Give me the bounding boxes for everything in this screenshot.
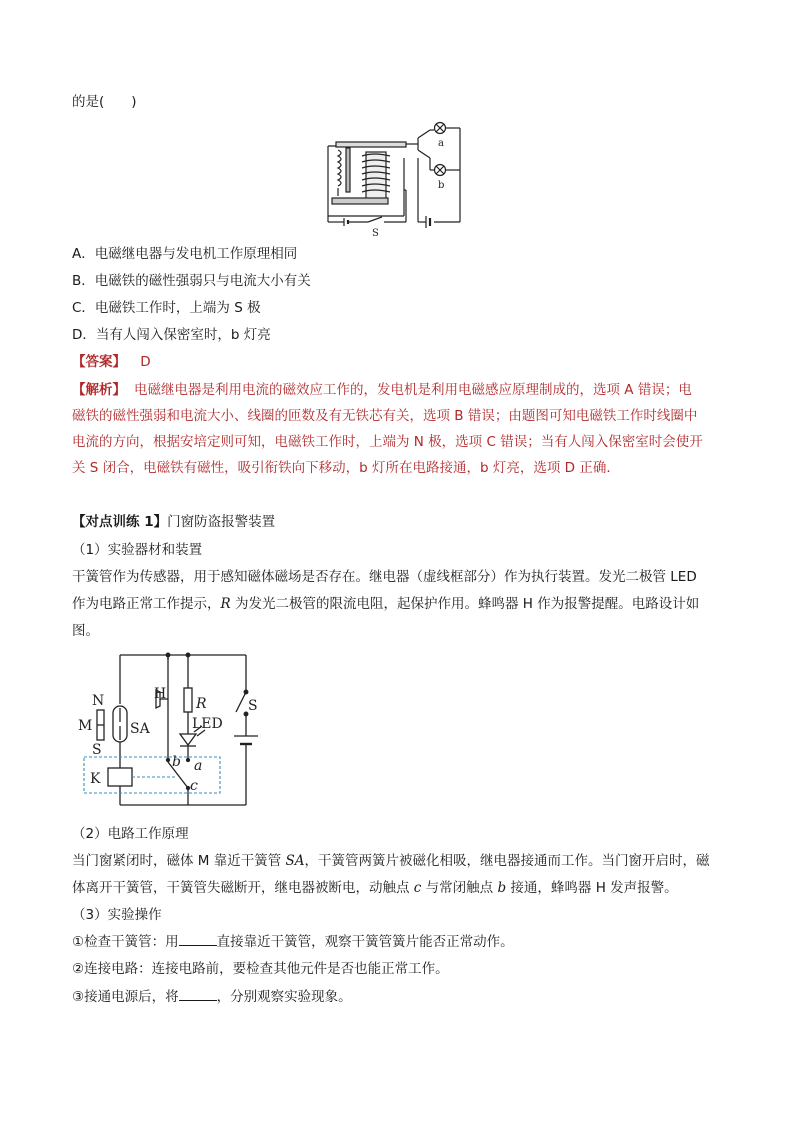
operation-3-b: ，分别观察实验现象。: [216, 989, 352, 1005]
label-N: N: [92, 693, 105, 709]
label-R: R: [196, 696, 207, 712]
question-stem-tail: 的是( ): [72, 94, 137, 110]
analysis-label: 【解析】: [72, 382, 126, 398]
relay-label-a: a: [438, 138, 444, 149]
relay-diagram: [322, 118, 472, 238]
operation-1-a: ①检查干簧管：用: [72, 934, 179, 950]
section-2-title: （2）电路工作原理: [72, 826, 189, 842]
para-1-line-2-a: 作为电路正常工作提示，: [72, 596, 221, 612]
label-K: K: [90, 771, 101, 787]
analysis: [72, 377, 724, 481]
label-M: M: [78, 718, 93, 734]
answer-label: 【答案】: [72, 354, 126, 370]
alarm-circuit-diagram: [76, 650, 256, 810]
relay-label-b: b: [438, 180, 445, 191]
para-2-line-2-a: 体离开干簧管，干簧管失磁断开，继电器被断电，动触点: [72, 880, 414, 896]
operation-2: ②连接电路：连接电路前，要检查其他元件是否也能正常工作。: [72, 961, 449, 977]
label-LED: LED: [192, 716, 223, 732]
answer-value: D: [140, 354, 151, 370]
analysis-line-1: 电磁继电器是利用电流的磁效应工作的，发电机是利用电磁感应原理制成的，选项 A 错误；电: [134, 382, 692, 398]
label-a: a: [194, 758, 203, 774]
option-c: C．电磁铁工作时，上端为 S 极: [72, 300, 261, 316]
para-1-line-2-b: 为发光二极管的限流电阻，起保护作用。蜂鸣器 H 作为报警提醒。电路设计如: [230, 596, 700, 612]
option-b: B．电磁铁的磁性强弱只与电流大小有关: [72, 273, 311, 289]
operation-1: [72, 932, 514, 952]
label-c: c: [190, 778, 198, 794]
operation-3-a: ③接通电源后，将: [72, 989, 179, 1005]
option-d: D．当有人闯入保密室时，b 灯亮: [72, 327, 271, 343]
operation-3: [72, 987, 352, 1007]
section-1-title: （1）实验器材和装置: [72, 542, 203, 558]
analysis-line-4: 关 S 闭合，电磁铁有磁性，吸引衔铁向下移动，b 灯所在电路接通，b 灯亮，选项 D 正确．: [72, 460, 620, 476]
para-1-line-2: [72, 594, 699, 614]
fill-blank-1[interactable]: [179, 932, 217, 946]
para-2-line-1-b: ，干簧管两簧片被磁化相吸，继电器接通而工作。当门窗开启时，磁: [304, 853, 710, 869]
analysis-line-2: 磁铁的磁性强弱和电流大小、线圈的匝数及有无铁芯有关，选项 B 错误；由题图可知电磁铁工作时线圈中: [72, 408, 698, 424]
reed-switch-symbol: SA: [285, 853, 305, 869]
relay-label-s: S: [372, 228, 379, 239]
fill-blank-2[interactable]: [179, 987, 217, 1001]
training-heading-title: 门窗防盗报警装置: [167, 514, 276, 530]
label-SA: SA: [130, 721, 150, 737]
section-3-title: （3）实验操作: [72, 907, 162, 923]
para-2-line-1-a: 当门窗紧闭时，磁体 M 靠近干簧管: [72, 853, 286, 869]
operation-1-b: 直接靠近干簧管，观察干簧管簧片能否正常动作。: [216, 934, 514, 950]
para-2-line-2-b: 与常闭触点: [421, 880, 498, 896]
training-heading: [72, 512, 275, 532]
label-H: H: [154, 686, 167, 702]
analysis-line-3: 电流的方向，根据安培定则可知，电磁铁工作时，上端为 N 极，选项 C 错误；当有人闯入保密室时会使开: [72, 434, 703, 450]
para-2-line-1: [72, 851, 710, 871]
label-S-switch: S: [248, 698, 258, 714]
option-a: A．电磁继电器与发电机工作原理相同: [72, 246, 298, 262]
para-1-line-1: 干簧管作为传感器，用于感知磁体磁场是否存在。继电器（虚线框部分）作为执行装置。发光二极管 LED: [72, 569, 697, 585]
training-heading-label: 【对点训练 1】: [72, 514, 168, 530]
para-2-line-2: [72, 878, 678, 898]
contact-b-symbol: b: [497, 880, 507, 896]
label-S-magnet: S: [92, 742, 102, 758]
resistor-symbol: R: [220, 596, 231, 612]
answer-row: [72, 352, 151, 372]
para-2-line-2-c: 接通，蜂鸣器 H 发声报警。: [506, 880, 678, 896]
label-b: b: [172, 754, 181, 770]
para-1-line-3: 图。: [72, 623, 99, 639]
contact-c-symbol: c: [413, 880, 422, 896]
